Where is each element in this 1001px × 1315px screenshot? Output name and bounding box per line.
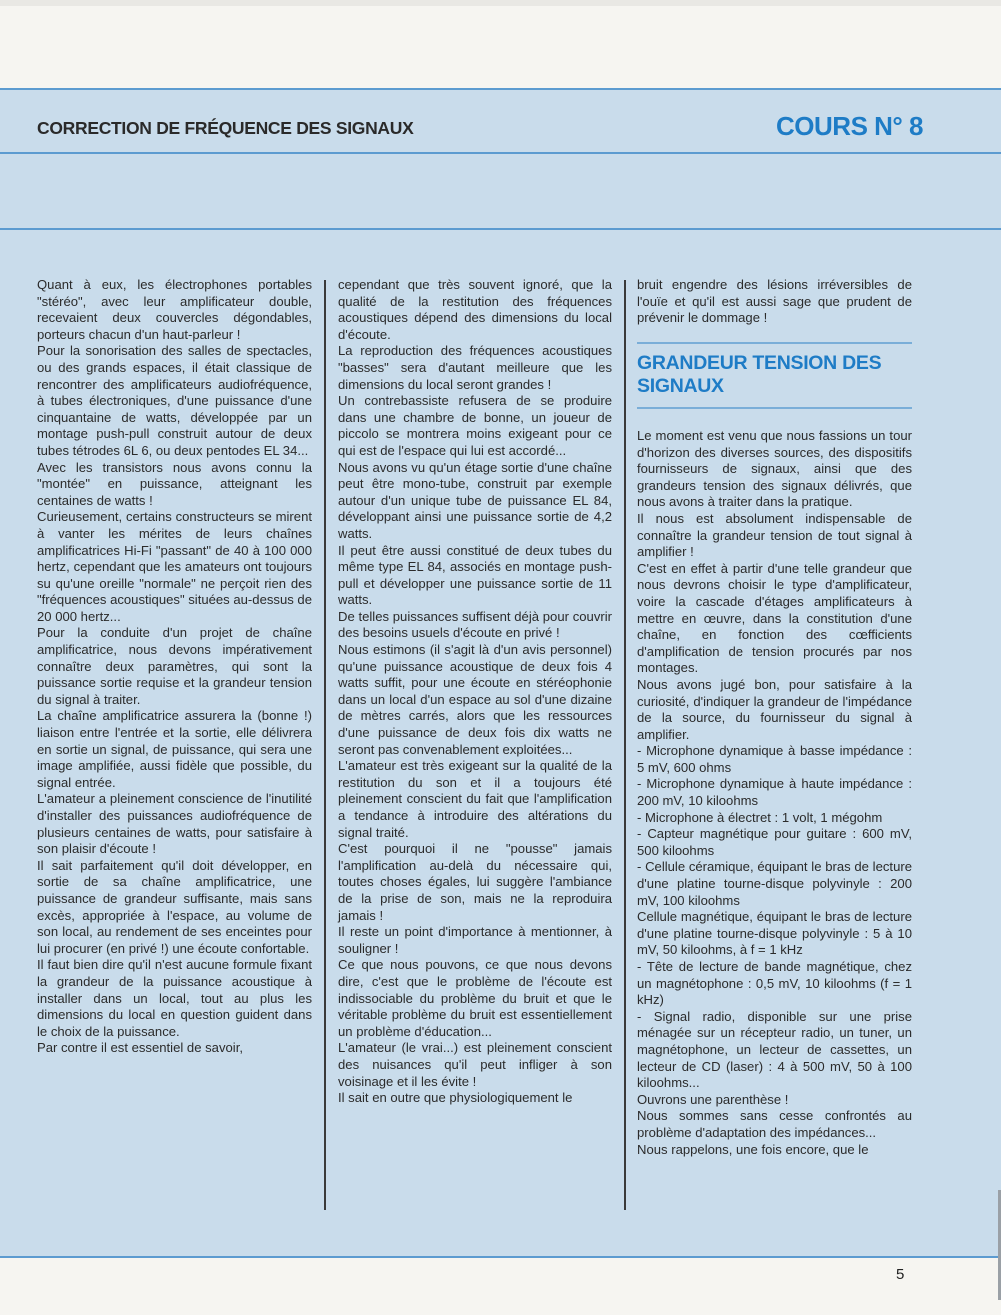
paragraph: Nous rappelons, une fois encore, que le — [637, 1141, 869, 1157]
paragraph: Il sait en outre que physiologiquement le — [338, 1090, 573, 1106]
text-column-3-body — [637, 428, 912, 1158]
header-top-rule — [0, 88, 1001, 90]
text-column-1 — [37, 277, 312, 1057]
list-item: Cellule magnétique, équipant le bras de lecture d'une platine tourne-disque polyvinyle : 5 à 10 mV, 50 kiloohms, à f = 1 kHz — [637, 909, 912, 958]
list-item: - Signal radio, disponible sur une prise ménagée sur un récepteur radio, un tuner, un magnétophone, un lecteur de cassettes, un lecteur de CD (laser) : 4 à 500 mV, 50 à 100 kiloohms... — [637, 1008, 912, 1091]
list-item: - Capteur magnétique pour guitare : 600 mV, 500 kiloohms — [637, 826, 912, 858]
paragraph: Il peut être aussi constitué de deux tubes du même type EL 84, associés en montage push-pull et développer une puissance sortie de 11 watts. — [338, 542, 612, 608]
paragraph: Pour la conduite d'un projet de chaîne amplificatrice, nous devons impérativement connaître deux paramètres, qui sont la puissance sortie requise et la grandeur tension du signal à traiter. — [37, 625, 312, 707]
paragraph: Le moment est venu que nous fassions un tour d'horizon des diverses sources, des dispositifs fournisseurs de signaux, ainsi que des grandeurs tension des signaux délivrés, que nous avons à traiter dans la pratique. — [637, 428, 912, 510]
paragraph: Nous avons jugé bon, pour satisfaire à la curiosité, d'indiquer la grandeur de l'impédance de la source, du fournisseur du signal à amplifier. — [637, 676, 912, 742]
paragraph: Curieusement, certains constructeurs se mirent à vanter les mérites de leurs chaînes amplificatrices Hi-Fi "passant" de 40 à 100 000 hertz, cependant que les amateurs ont toujours su qu'une oreille "normale" ne perçoit rien des "fréquences acoustiques" situées au-dessus de 20 000 hertz... — [37, 509, 312, 624]
paragraph: Nous estimons (il s'agit là d'un avis personnel) qu'une puissance acoustique de deux fois 4 watts suffit, pour une écoute en stéréophonie dans un local d'un espace au sol d'une dizaine de mètres carrés, alors que les ressources d'une puissance de deux fois dix watts ne seront pas convenablement exploitées... — [338, 642, 612, 757]
page-title: CORRECTION DE FRÉQUENCE DES SIGNAUX — [37, 118, 414, 138]
content-top-rule — [0, 228, 1001, 230]
paragraph: Par contre il est essentiel de savoir, — [37, 1040, 243, 1056]
paragraph: L'amateur (le vrai...) est pleinement conscient des nuisances qu'il peut infliger à son voisinage et il les évite ! — [338, 1040, 612, 1089]
paragraph: Il nous est absolument indispensable de connaître la grandeur tension de tout signal à amplifier ! — [637, 510, 912, 560]
paragraph: Ce que nous pouvons, ce que nous devons dire, c'est que le problème de l'écoute est indissociable du problème du bruit et que le véritable problème du bruit est essentiellement un problème d'éducation... — [338, 957, 612, 1039]
text-column-3 — [637, 277, 912, 327]
paragraph: L'amateur est très exigeant sur la qualité de la restitution du son et il a toujours été pleinement conscient du fait que l'amplification a tendance à introduire des altérations du signal traité. — [338, 758, 612, 840]
paragraph: Pour la sonorisation des salles de spectacles, ou des grands espaces, il était classique de rencontrer des amplificateurs audiofréquence, à tubes électroniques, d'une puissance d'une cinquantaine de watts, développée par un montage push-pull construit autour de deux tubes tétrodes 6L 6, ou deux pentodes EL 34... — [37, 343, 312, 458]
paragraph: La reproduction des fréquences acoustiques "basses" sera d'autant meilleure que les dimensions du local seront grandes ! — [338, 343, 612, 392]
section-bottom-rule — [637, 407, 912, 409]
paragraph: Il sait parfaitement qu'il doit développer, en sortie de sa chaîne amplificatrice, une puissance de grandeur suffisante, mais sans excès, appropriée à l'espace, au volume de son local, au rendement de ses enceintes pour lui procurer (en privé !) une écoute confortable. — [37, 857, 312, 956]
header-bottom-rule — [0, 152, 1001, 154]
paragraph: cependant que très souvent ignoré, que la qualité de la restitution des fréquences acoustiques dépend des dimensions du local d'écoute. — [338, 277, 612, 342]
paragraph: C'est en effet à partir d'une telle grandeur que nous devrons choisir le type d'amplificateur, voire la cascade d'étages amplificateurs à mettre en œuvre, dans la constitution d'une chaîne, en fonction des cœfficients d'amplification de tension procurés par nos montages. — [637, 560, 912, 676]
list-item: - Cellule céramique, équipant le bras de lecture d'une platine tourne-disque polyvinyle : 200 mV, 100 kiloohms — [637, 859, 912, 908]
section-heading: GRANDEUR TENSION DES SIGNAUX — [637, 352, 882, 397]
column-divider-1 — [324, 280, 326, 1210]
page-number: 5 — [896, 1266, 905, 1283]
paragraph: C'est pourquoi il ne "pousse" jamais l'amplification au-delà du nécessaire qui, toutes choses égales, lui suggère l'ambiance de la prise de son, mais ne la reproduira jamais ! — [338, 841, 612, 923]
paragraph: De telles puissances suffisent déjà pour couvrir des besoins usuels d'écoute en privé ! — [338, 608, 612, 641]
paragraph: Ouvrons une parenthèse ! — [637, 1091, 789, 1107]
paragraph: bruit engendre des lésions irréversibles de l'ouïe et qu'il est aussi sage que prudent de prévenir le dommage ! — [637, 277, 912, 326]
paragraph: La chaîne amplificatrice assurera la (bonne !) liaison entre l'entrée et la sortie, elle délivrera en sortie un signal, de puissance, qui sera une image amplifiée, aussi fidèle que possible, du signal entrée. — [37, 708, 312, 790]
paragraph: Nous avons vu qu'un étage sortie d'une chaîne peut être mono-tube, construit par exemple autour d'un unique tube de puissance EL 84, développant ainsi une puissance sortie de 4,2 watts. — [338, 459, 612, 541]
list-item: - Microphone dynamique à haute impédance : 200 mV, 10 kiloohms — [637, 776, 912, 809]
course-number: COURS N° 8 — [776, 111, 923, 141]
text-column-2 — [338, 277, 612, 1107]
paragraph: Un contrebassiste refusera de se produire dans une chambre de bonne, un joueur de piccolo se montrera moins exigeant pour ce qui est de l'espace qui lui est accordé... — [338, 393, 612, 458]
list-item: - Microphone dynamique à basse impédance : 5 mV, 600 ohms — [637, 743, 912, 775]
list-item: - Microphone à électret : 1 volt, 1 mégohm — [637, 809, 883, 825]
section-top-rule — [637, 342, 912, 344]
paragraph: Avec les transistors nous avons connu la "montée" en puissance, atteignant les centaines de watts ! — [37, 459, 312, 508]
paragraph: Il reste un point d'importance à mentionner, à souligner ! — [338, 924, 612, 956]
column-divider-2 — [624, 280, 626, 1210]
paragraph: L'amateur a pleinement conscience de l'inutilité d'installer des puissances audiofréquence de plusieurs centaines de watts, pour satisfaire à son plaisir d'écoute ! — [37, 791, 312, 857]
content-bottom-rule — [0, 1256, 1001, 1258]
top-paper-strip — [0, 0, 1001, 6]
paragraph: Quant à eux, les électrophones portables "stéréo", avec leur amplificateur double, recevaient deux couvercles dégondables, porteurs chacun d'un haut-parleur ! — [37, 277, 312, 342]
paragraph: Il faut bien dire qu'il n'est aucune formule fixant la grandeur de la puissance acoustique à installer dans un local, tout au plus les dimensions du local en question guident dans le choix de la puissance. — [37, 957, 312, 1039]
paragraph: Nous sommes sans cesse confrontés au problème d'adaptation des impédances... — [637, 1108, 912, 1140]
list-item: - Tête de lecture de bande magnétique, chez un magnétophone : 0,5 mV, 10 kiloohms (f = 1 kHz) — [637, 959, 912, 1008]
